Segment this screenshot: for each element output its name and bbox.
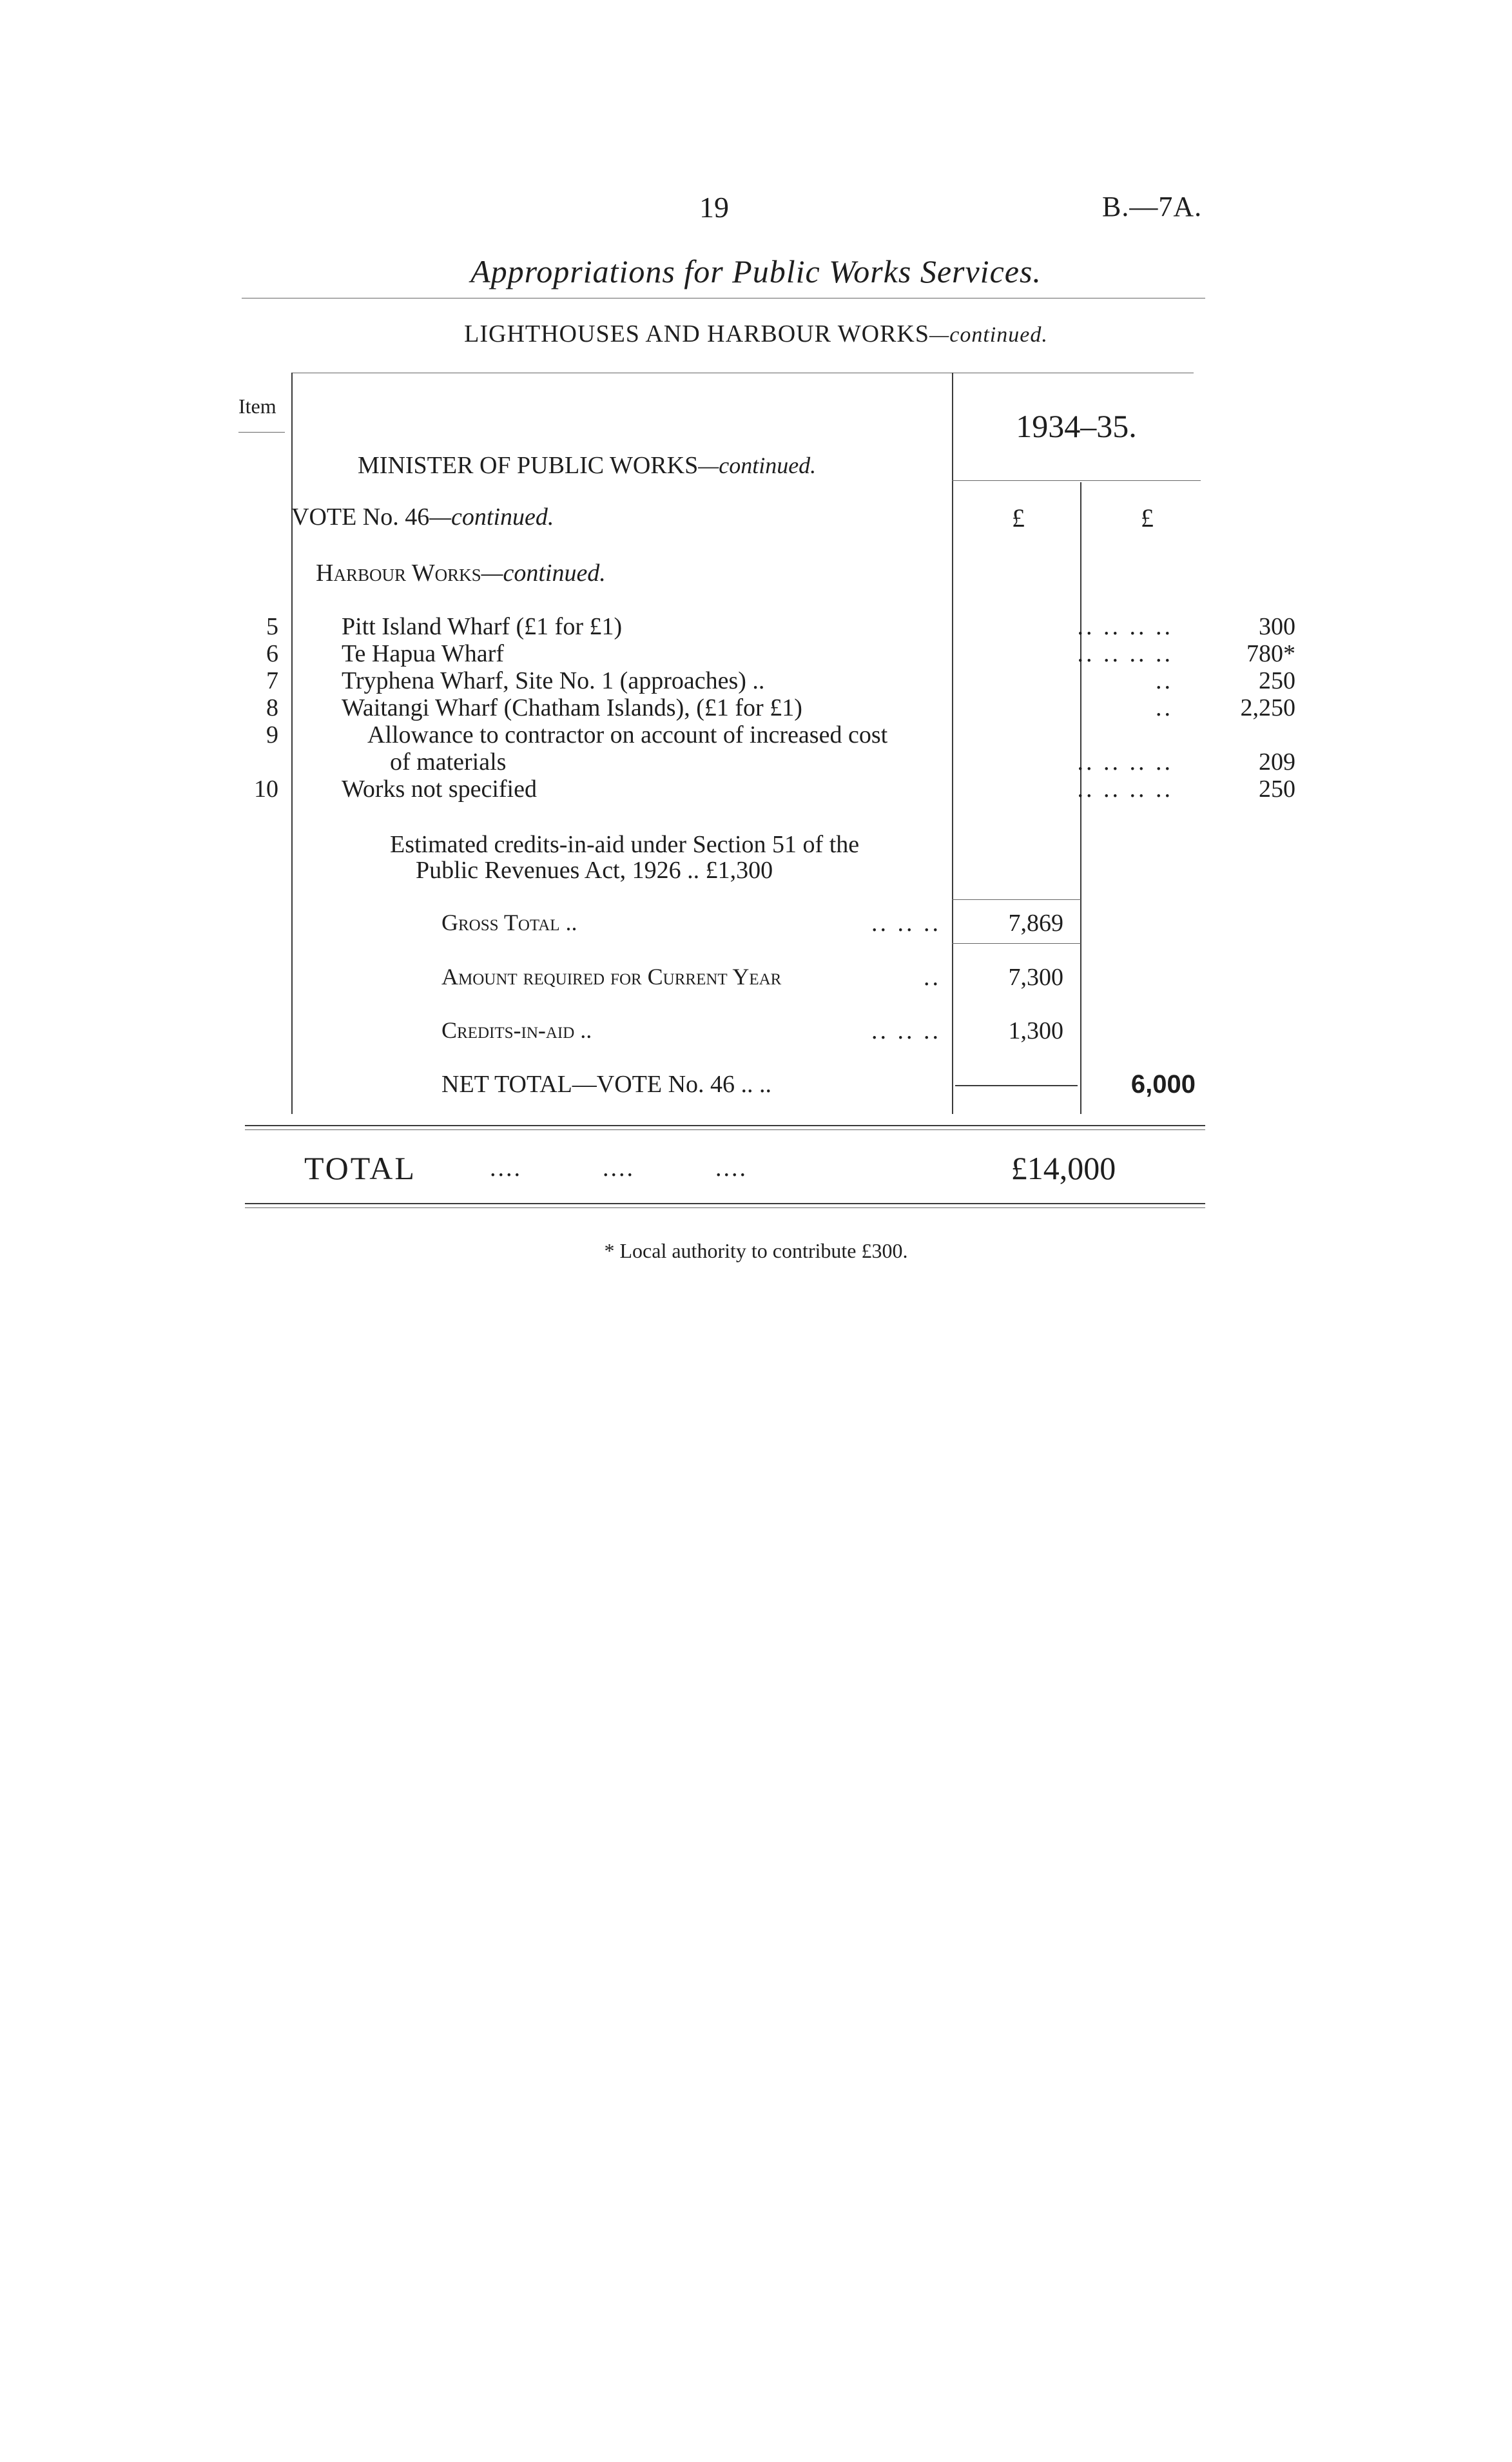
leader-dots: ..: [924, 964, 941, 991]
item-amount: 250: [1259, 667, 1295, 694]
net-total-value: 6,000: [1130, 1070, 1196, 1099]
grand-total-value: £14,000: [1011, 1150, 1116, 1186]
item-column-header: Item: [238, 395, 276, 418]
total-top-rule-double: [245, 1129, 1205, 1130]
gross-total-row: [0, 909, 1512, 937]
year-header-rule: [952, 480, 1201, 481]
table-row: [232, 612, 1295, 640]
minister-suffix: —continued.: [698, 453, 817, 478]
gross-total-value: 7,869: [1008, 910, 1063, 937]
grand-total-label: TOTAL: [304, 1150, 416, 1186]
amount-required-row: [0, 963, 1512, 992]
minister-main: MINISTER OF PUBLIC WORKS: [358, 452, 699, 479]
vote-heading: [291, 503, 554, 531]
total-bottom-rule: [245, 1203, 1205, 1204]
currency-symbol-col1: £: [1012, 503, 1025, 532]
total-bottom-rule-double: [245, 1207, 1205, 1208]
leader-dots: .. .. ..: [871, 1017, 941, 1044]
gross-total-bottom-rule: [952, 943, 1081, 944]
table-row: [232, 775, 1295, 803]
net-total-rule: [955, 1085, 1078, 1086]
item-description-continued: of materials: [390, 748, 507, 776]
section-main: Harbour Works: [316, 560, 481, 587]
section-heading: [316, 559, 606, 587]
amount-required-value: 7,300: [1008, 964, 1063, 991]
item-description: Pitt Island Wharf (£1 for £1): [342, 613, 623, 640]
item-number: 7: [266, 667, 278, 694]
credits-in-aid-label: Credits-in-aid ..: [441, 1017, 592, 1043]
leader-dots: .. .. .. ..: [1077, 748, 1173, 776]
gross-total-label: Gross Total ..: [441, 910, 577, 935]
item-number: 9: [266, 721, 278, 748]
credits-note-continued: Public Revenues Act, 1926 .. £1,300: [416, 857, 773, 884]
credits-note: Estimated credits-in-aid under Section 51 of the: [390, 831, 860, 858]
total-top-rule: [245, 1125, 1205, 1126]
item-number: 10: [254, 776, 278, 803]
item-description: Works not specified: [342, 776, 537, 803]
leader-dots: ..: [1156, 694, 1173, 721]
item-description: Allowance to contractor on account of increased cost: [367, 721, 888, 748]
net-total-label: NET TOTAL—VOTE No. 46 .. ..: [441, 1071, 772, 1098]
leader-dots: .. .. ..: [871, 910, 941, 937]
document-code: B.—7A.: [1102, 191, 1203, 222]
item-number: 6: [266, 640, 278, 667]
item-number: 8: [266, 694, 278, 721]
table-row: [232, 640, 1295, 667]
year-column-header: 1934–35.: [1016, 408, 1137, 444]
leader-dots: .. .. .. ..: [1077, 613, 1173, 640]
currency-symbol-col2: £: [1141, 503, 1154, 532]
credits-in-aid-row: [0, 1017, 1512, 1045]
credits-in-aid-value: 1,300: [1008, 1017, 1063, 1044]
amount-required-label: Amount required for Current Year: [441, 964, 782, 990]
item-description: Waitangi Wharf (Chatham Islands), (£1 for £1): [342, 694, 802, 721]
subtitle-suffix: —continued.: [929, 323, 1048, 347]
leader-dots: .. .. .. ..: [1077, 640, 1173, 667]
gross-total-top-rule: [952, 899, 1081, 900]
leader-dots: .... .... ....: [490, 1155, 748, 1182]
page-title: Appropriations for Public Works Services.: [470, 253, 1042, 289]
item-amount: 2,250: [1240, 694, 1295, 721]
table-row: [232, 721, 1199, 748]
subtitle-main: LIGHTHOUSES AND HARBOUR WORKS: [464, 320, 930, 347]
section-subtitle: [0, 320, 1512, 348]
item-number: 5: [266, 613, 278, 640]
item-amount: 250: [1259, 776, 1295, 803]
vote-suffix: —continued.: [429, 503, 554, 531]
vote-main: VOTE No. 46: [291, 503, 430, 531]
leader-dots: .. .. .. ..: [1077, 776, 1173, 803]
item-description: Tryphena Wharf, Site No. 1 (approaches) ..: [342, 667, 765, 694]
leader-dots: ..: [1156, 667, 1173, 694]
item-description: Te Hapua Wharf: [342, 640, 504, 667]
table-row: [232, 667, 1295, 694]
item-amount: 780*: [1246, 640, 1295, 667]
item-header-rule: [238, 432, 285, 433]
section-suffix: —continued.: [481, 560, 606, 587]
item-amount: 300: [1259, 613, 1295, 640]
page-number: 19: [699, 191, 729, 224]
table-row: [232, 694, 1295, 721]
minister-heading: [358, 451, 816, 480]
table-row-continuation: [232, 748, 1295, 776]
footnote: * Local authority to contribute £300.: [604, 1239, 908, 1262]
item-amount: 209: [1259, 748, 1295, 776]
